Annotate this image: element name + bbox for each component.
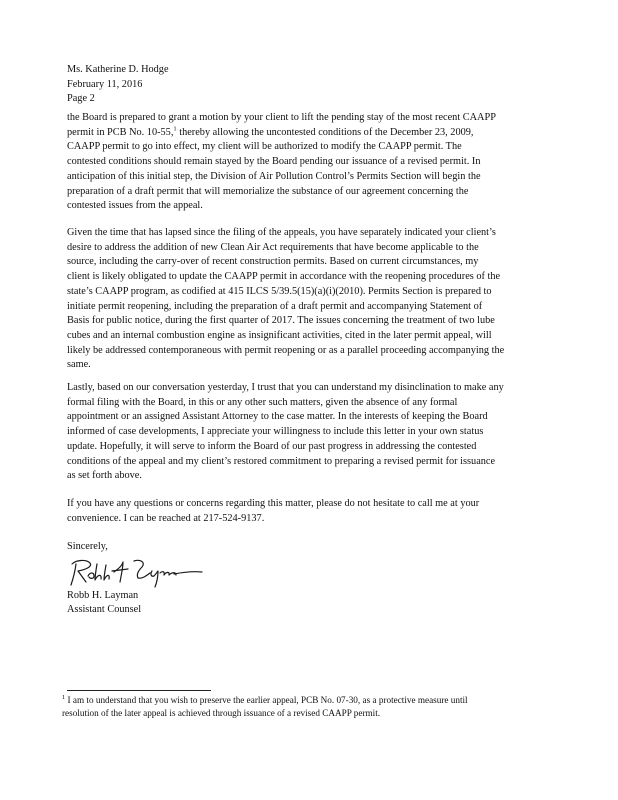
footnote-text: I am to understand that you wish to preserve the earlier appeal, PCB No. 07-30, as a protective measure until xyxy=(67,695,468,705)
text-line: update. Hopefully, it will serve to inform the Board of our past progress in addressing the contested xyxy=(67,440,477,452)
text-line: contested issues from the appeal. xyxy=(67,200,203,212)
letter-date: February 11, 2016 xyxy=(67,78,143,90)
text-line: Lastly, based on our conversation yesterday, I trust that you can understand my disinclination to make any xyxy=(67,382,504,393)
footnote xyxy=(62,694,562,720)
text-line: informed of case developments, I appreciate your willingness to include this letter in your own status xyxy=(67,426,484,438)
signature-block xyxy=(67,589,141,616)
text-line: If you have any questions or concerns regarding this matter, please do not hesitate to call me at your xyxy=(67,498,480,509)
text-line xyxy=(67,126,555,141)
text-line: Basis for public notice, during the first quarter of 2017. The issues concerning the treatment of two lube xyxy=(67,315,495,327)
letter-header xyxy=(67,63,367,107)
page-number: Page 2 xyxy=(67,93,95,105)
footnote-divider xyxy=(67,690,211,691)
recipient-name: Ms. Katherine D. Hodge xyxy=(67,64,169,75)
text-line: desire to address the addition of new Clean Air Act requirements that have become applicable to the xyxy=(67,241,479,253)
text-line: cubes and an internal combustion engine as insignificant activities, cited in the later permit appeal, will xyxy=(67,329,492,341)
text-line: conditions of the appeal and my client’s restored commitment to preparing a revised permit for issuance xyxy=(67,455,496,467)
paragraph-contact xyxy=(67,497,555,526)
text-line: likely be addressed contemporaneous with permit reopening or as a parallel proceeding accompanying the xyxy=(67,344,505,356)
footnote-marker: 1 xyxy=(62,693,66,701)
footnote-ref: 1 xyxy=(173,125,177,133)
closing-salutation: Sincerely, xyxy=(67,541,108,552)
paragraph-formal-filing xyxy=(67,381,555,484)
text-line: same. xyxy=(67,359,91,371)
paragraph-permit-reopening xyxy=(67,226,555,373)
paragraph-stay-motion xyxy=(67,111,555,214)
text-line: contested conditions should remain stayed by the Board pending our issuance of a revised permit. In xyxy=(67,156,481,168)
text-line: source, including the carry-over of recent construction permits. Based on current circumstances, my xyxy=(67,256,479,268)
text-line-start: permit in PCB No. 10-55, xyxy=(67,126,174,138)
footnote-line: resolution of the later appeal is achieved through issuance of a revised CAAPP permit. xyxy=(62,708,381,718)
signer-title: Assistant Counsel xyxy=(67,603,142,615)
text-line: the Board is prepared to grant a motion by your client to lift the pending stay of the most recent CAAPP xyxy=(67,112,496,123)
text-line: Given the time that has lapsed since the filing of the appeals, you have separately indicated your client’s xyxy=(67,227,496,238)
text-line: state’s CAAPP program, as codified at 415 ILCS 5/39.5(15)(a)(i)(2010). Permits Section is prepared to xyxy=(67,285,492,297)
text-line: initiate permit reopening, including the preparation of a draft permit and accompanying Statement of xyxy=(67,300,483,312)
text-line: appointment or an assigned Assistant Attorney to the case matter. In the interests of keeping the Board xyxy=(67,411,488,423)
text-line: preparation of a draft permit that will memorialize the substance of our agreement concerning the xyxy=(67,185,469,197)
text-line-rest: thereby allowing the uncontested conditions of the December 23, 2009, xyxy=(176,126,474,138)
text-line: formal filing with the Board, in this or any other such matters, given the absence of any formal xyxy=(67,396,458,408)
text-line: convenience. I can be reached at 217-524-9137. xyxy=(67,512,265,524)
text-line: anticipation of this initial step, the Division of Air Pollution Control’s Permits Section will begin the xyxy=(67,170,481,182)
text-line: CAAPP permit to go into effect, my client will be authorized to modify the CAAPP permit. The xyxy=(67,141,462,153)
footnote-line xyxy=(62,694,562,707)
signer-name: Robb H. Layman xyxy=(67,590,139,601)
text-line: client is likely obligated to update the CAAPP permit in accordance with the reopening procedures of the xyxy=(67,271,501,283)
text-line: as set forth above. xyxy=(67,470,142,482)
signature-image xyxy=(66,552,206,594)
